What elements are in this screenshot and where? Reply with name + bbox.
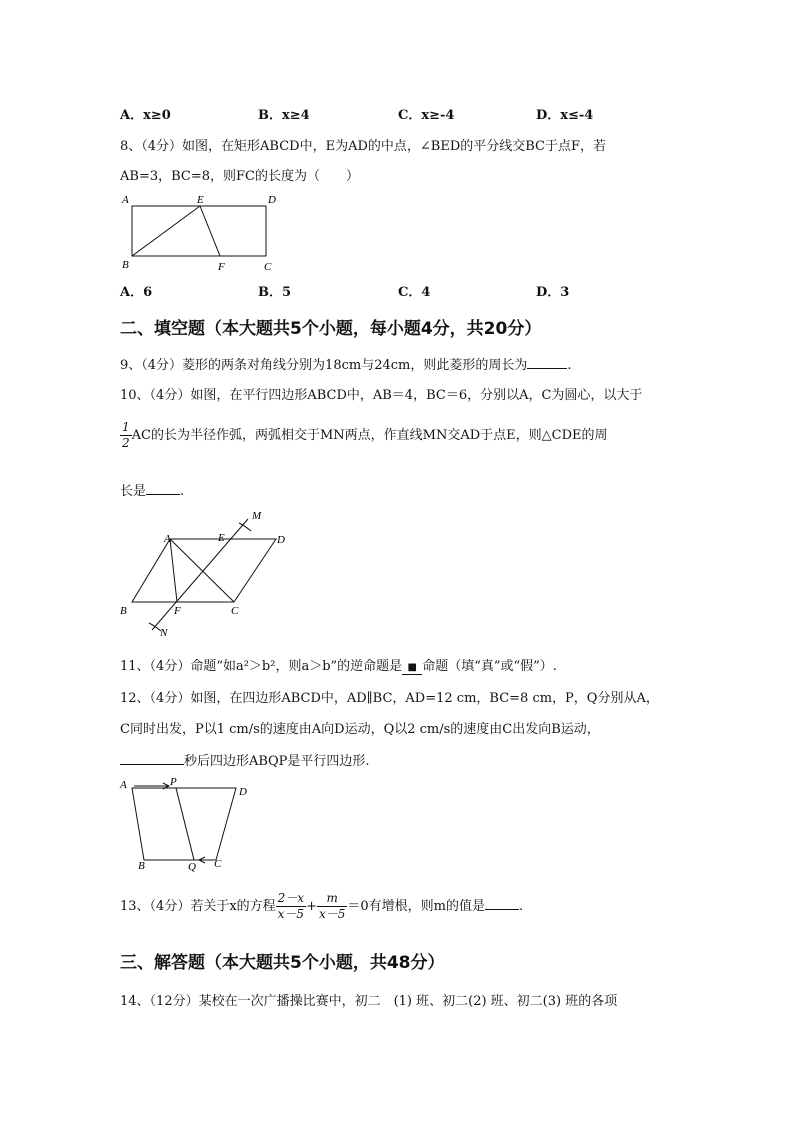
diagonal-ac [170,539,234,602]
label-f: F [218,261,225,273]
q13-answer-blank [485,897,519,910]
q9-text: 9、（4分）菱形的两条对角线分别为18cm与24cm，则此菱形的周长为 . [120,358,572,373]
label-b: B [138,860,145,872]
label-n: N [160,627,168,639]
label-d: D [239,786,247,798]
trapezoid-abcd [132,788,236,860]
q11-answer-blank: ■ [402,662,422,675]
q12-text-line1: 12、（4分）如图，在四边形ABCD中，AD∥BC，AD=12 cm，BC=8 cm，P，Q分别从A， [120,691,659,706]
section2-heading: 二、填空题（本大题共5个小题，每小题4分，共20分） [120,319,542,339]
label-f: F [174,605,181,617]
section3-heading: 三、解答题（本大题共5个小题，共48分） [120,953,445,973]
label-q: Q [188,861,196,873]
q8-text-line2: AB=3，BC=8，则FC的长度为（ ） [120,169,359,184]
label-d: D [277,534,285,546]
q13-fraction-2: $\frac{m}{x-5}$ [318,891,346,921]
label-e: E [197,194,204,206]
q11-text: 11、（4分）命题“如a²＞b²，则a＞b”的逆命题是 ■ 命题（填“真”或“假”）. [120,659,557,674]
q7-option-b: B．x≥4 [258,108,310,123]
q10-text-line1: 10、（4分）如图，在平行四边形ABCD中，AB＝4，BC＝6，分别以A，C为圆心，以大于 [120,388,643,403]
label-c: C [231,605,239,617]
rect-abcd [132,206,266,256]
label-b: B [122,259,129,271]
q7-option-c: C．x≥-4 [398,108,455,123]
q10-fraction-half: $\frac{1}{2}$ [122,420,130,450]
label-e: E [218,532,225,544]
q12-text-line2: C同时出发，P以1 cm/s的速度由A向D运动，Q以2 cm/s的速度由C出发向B运动， [120,722,600,737]
q10-text-line3: 长是 . [120,484,185,499]
label-a: A [164,533,171,545]
q14-text: 14、（12分）某校在一次广播操比赛中，初二 (1) 班、初二(2) 班、初二(3) 班的各项 [120,994,618,1009]
q13-fraction-1: $\frac{2-x}{x-5}$ [277,891,305,921]
label-p: P [170,776,177,788]
q9-answer-blank [527,356,567,369]
q12-answer-blank [120,752,184,765]
q8-option-c: C．4 [398,285,431,300]
q10-answer-blank [146,482,180,495]
q10-text-line2: $\frac{1}{2}$ AC的长为半径作弧，两弧相交于MN两点，作直线MN交AD于点E，则△CDE的周 [122,420,608,450]
q8-rectangle-figure [118,192,288,274]
q7-option-a: A．x≥0 [120,108,171,123]
label-c: C [264,261,272,273]
q12-text-line3: 秒后四边形ABQP是平行四边形. [120,750,369,769]
label-d: D [268,194,276,206]
segment-pq [176,788,194,860]
q13-text: 13、（4分）若关于x的方程 $\frac{2-x}{x-5}$ + $\frac{m}{x-5}$ ＝0有增根，则m的值是 . [120,891,524,921]
q8-option-a: A．6 [120,285,153,300]
label-c: C [214,858,222,870]
segment-be [132,206,200,256]
q8-text-line1: 8、（4分）如图，在矩形ABCD中，E为AD的中点，∠BED的平分线交BC于点F，若 [120,139,607,154]
segment-ef [200,206,220,256]
q10-parallelogram-figure [118,505,298,640]
q12-trapezoid-figure [118,772,258,876]
segment-af [170,539,177,602]
q7-option-d: D．x≤-4 [536,108,594,123]
label-b: B [120,605,127,617]
label-a: A [120,779,127,791]
label-m: M [252,510,262,522]
q8-option-b: B．5 [258,285,292,300]
label-a: A [122,194,129,206]
q8-option-d: D．3 [536,285,570,300]
